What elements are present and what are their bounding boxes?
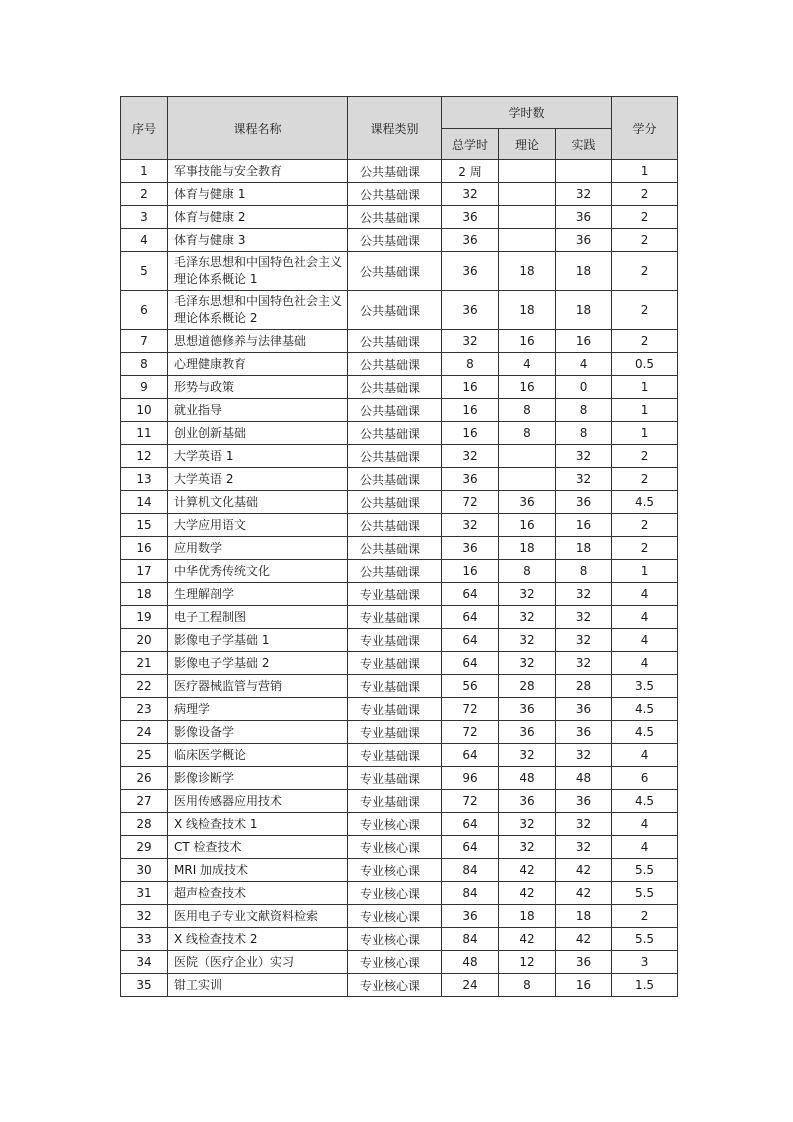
table-row bbox=[121, 813, 678, 836]
table-row bbox=[121, 767, 678, 790]
cell-total-hours: 36 bbox=[442, 206, 499, 229]
table-row bbox=[121, 583, 678, 606]
cell-theory-hours bbox=[499, 468, 556, 491]
cell-theory-hours: 32 bbox=[499, 629, 556, 652]
cell-course-name: 创业创新基础 bbox=[168, 422, 348, 445]
cell-course-name: 钳工实训 bbox=[168, 974, 348, 997]
cell-course-category: 公共基础课 bbox=[348, 468, 442, 491]
cell-course-category: 专业基础课 bbox=[348, 629, 442, 652]
cell-practice-hours: 18 bbox=[556, 291, 612, 330]
cell-course-name: 体育与健康 3 bbox=[168, 229, 348, 252]
cell-theory-hours: 32 bbox=[499, 606, 556, 629]
cell-practice-hours: 32 bbox=[556, 744, 612, 767]
cell-course-category: 公共基础课 bbox=[348, 399, 442, 422]
cell-course-category: 专业核心课 bbox=[348, 974, 442, 997]
cell-course-name: 生理解剖学 bbox=[168, 583, 348, 606]
cell-total-hours: 56 bbox=[442, 675, 499, 698]
cell-credits: 2 bbox=[612, 291, 678, 330]
cell-practice-hours: 18 bbox=[556, 537, 612, 560]
cell-theory-hours: 32 bbox=[499, 813, 556, 836]
table-row bbox=[121, 229, 678, 252]
cell-theory-hours: 8 bbox=[499, 974, 556, 997]
header-theory-hours: 理论 bbox=[499, 129, 556, 160]
cell-seq: 16 bbox=[121, 537, 168, 560]
cell-course-name: 影像诊断学 bbox=[168, 767, 348, 790]
cell-course-category: 专业核心课 bbox=[348, 813, 442, 836]
cell-course-category: 公共基础课 bbox=[348, 491, 442, 514]
cell-practice-hours: 42 bbox=[556, 882, 612, 905]
cell-total-hours: 32 bbox=[442, 330, 499, 353]
table-row bbox=[121, 252, 678, 291]
cell-course-category: 专业核心课 bbox=[348, 882, 442, 905]
cell-theory-hours: 36 bbox=[499, 790, 556, 813]
header-seq: 序号 bbox=[121, 97, 168, 160]
cell-course-category: 专业核心课 bbox=[348, 951, 442, 974]
table-row bbox=[121, 629, 678, 652]
cell-seq: 14 bbox=[121, 491, 168, 514]
table-row bbox=[121, 376, 678, 399]
table-row bbox=[121, 905, 678, 928]
cell-theory-hours: 18 bbox=[499, 252, 556, 291]
table-row bbox=[121, 422, 678, 445]
table-row bbox=[121, 468, 678, 491]
cell-seq: 6 bbox=[121, 291, 168, 330]
cell-seq: 1 bbox=[121, 160, 168, 183]
cell-seq: 10 bbox=[121, 399, 168, 422]
cell-credits: 4 bbox=[612, 583, 678, 606]
table-row bbox=[121, 560, 678, 583]
table-row bbox=[121, 445, 678, 468]
cell-credits: 2 bbox=[612, 537, 678, 560]
cell-course-name: 大学英语 2 bbox=[168, 468, 348, 491]
cell-credits: 2 bbox=[612, 905, 678, 928]
cell-seq: 33 bbox=[121, 928, 168, 951]
cell-credits: 2 bbox=[612, 468, 678, 491]
cell-seq: 24 bbox=[121, 721, 168, 744]
cell-course-name: 体育与健康 1 bbox=[168, 183, 348, 206]
table-row bbox=[121, 974, 678, 997]
cell-course-category: 专业基础课 bbox=[348, 698, 442, 721]
table-row bbox=[121, 859, 678, 882]
table-row bbox=[121, 399, 678, 422]
cell-seq: 31 bbox=[121, 882, 168, 905]
table-row bbox=[121, 291, 678, 330]
cell-course-category: 专业核心课 bbox=[348, 836, 442, 859]
cell-credits: 4.5 bbox=[612, 790, 678, 813]
cell-theory-hours bbox=[499, 183, 556, 206]
cell-theory-hours: 18 bbox=[499, 537, 556, 560]
cell-practice-hours: 42 bbox=[556, 928, 612, 951]
cell-course-category: 公共基础课 bbox=[348, 291, 442, 330]
cell-total-hours: 32 bbox=[442, 183, 499, 206]
cell-practice-hours: 28 bbox=[556, 675, 612, 698]
cell-total-hours: 36 bbox=[442, 905, 499, 928]
cell-theory-hours: 4 bbox=[499, 353, 556, 376]
cell-seq: 22 bbox=[121, 675, 168, 698]
cell-course-category: 专业基础课 bbox=[348, 675, 442, 698]
cell-practice-hours: 8 bbox=[556, 399, 612, 422]
cell-seq: 35 bbox=[121, 974, 168, 997]
cell-credits: 3.5 bbox=[612, 675, 678, 698]
cell-course-name: 毛泽东思想和中国特色社会主义理论体系概论 1 bbox=[168, 252, 348, 291]
table-row bbox=[121, 160, 678, 183]
cell-total-hours: 84 bbox=[442, 882, 499, 905]
cell-practice-hours: 0 bbox=[556, 376, 612, 399]
cell-course-name: 医疗器械监管与营销 bbox=[168, 675, 348, 698]
cell-credits: 4 bbox=[612, 629, 678, 652]
cell-seq: 15 bbox=[121, 514, 168, 537]
cell-seq: 34 bbox=[121, 951, 168, 974]
header-hours: 学时数 bbox=[442, 97, 612, 129]
cell-course-name: 影像电子学基础 1 bbox=[168, 629, 348, 652]
table-row bbox=[121, 675, 678, 698]
table-row bbox=[121, 330, 678, 353]
cell-seq: 11 bbox=[121, 422, 168, 445]
cell-total-hours: 84 bbox=[442, 859, 499, 882]
cell-theory-hours: 16 bbox=[499, 514, 556, 537]
cell-credits: 2 bbox=[612, 252, 678, 291]
table-row bbox=[121, 353, 678, 376]
cell-practice-hours: 32 bbox=[556, 445, 612, 468]
cell-practice-hours bbox=[556, 160, 612, 183]
table-row bbox=[121, 721, 678, 744]
cell-total-hours: 64 bbox=[442, 813, 499, 836]
cell-total-hours: 72 bbox=[442, 698, 499, 721]
cell-theory-hours: 32 bbox=[499, 583, 556, 606]
cell-credits: 4.5 bbox=[612, 491, 678, 514]
cell-seq: 12 bbox=[121, 445, 168, 468]
cell-practice-hours: 32 bbox=[556, 606, 612, 629]
cell-course-name: 影像设备学 bbox=[168, 721, 348, 744]
cell-seq: 8 bbox=[121, 353, 168, 376]
cell-theory-hours: 18 bbox=[499, 291, 556, 330]
cell-practice-hours: 36 bbox=[556, 790, 612, 813]
cell-course-name: X 线检查技术 1 bbox=[168, 813, 348, 836]
cell-seq: 21 bbox=[121, 652, 168, 675]
cell-course-name: 毛泽东思想和中国特色社会主义理论体系概论 2 bbox=[168, 291, 348, 330]
cell-total-hours: 64 bbox=[442, 583, 499, 606]
cell-seq: 28 bbox=[121, 813, 168, 836]
cell-credits: 2 bbox=[612, 445, 678, 468]
cell-seq: 20 bbox=[121, 629, 168, 652]
cell-practice-hours: 16 bbox=[556, 514, 612, 537]
header-credits: 学分 bbox=[612, 97, 678, 160]
cell-theory-hours: 42 bbox=[499, 928, 556, 951]
cell-theory-hours: 28 bbox=[499, 675, 556, 698]
cell-credits: 1 bbox=[612, 399, 678, 422]
cell-course-name: 医院（医疗企业）实习 bbox=[168, 951, 348, 974]
cell-theory-hours bbox=[499, 206, 556, 229]
cell-credits: 5.5 bbox=[612, 859, 678, 882]
cell-total-hours: 16 bbox=[442, 560, 499, 583]
cell-course-name: 体育与健康 2 bbox=[168, 206, 348, 229]
table-row bbox=[121, 652, 678, 675]
cell-total-hours: 64 bbox=[442, 629, 499, 652]
cell-credits: 2 bbox=[612, 206, 678, 229]
cell-course-category: 公共基础课 bbox=[348, 560, 442, 583]
cell-theory-hours bbox=[499, 229, 556, 252]
cell-seq: 25 bbox=[121, 744, 168, 767]
cell-total-hours: 36 bbox=[442, 229, 499, 252]
cell-credits: 4 bbox=[612, 744, 678, 767]
cell-total-hours: 72 bbox=[442, 491, 499, 514]
cell-practice-hours: 32 bbox=[556, 183, 612, 206]
cell-practice-hours: 32 bbox=[556, 468, 612, 491]
cell-course-name: 大学英语 1 bbox=[168, 445, 348, 468]
cell-course-category: 公共基础课 bbox=[348, 183, 442, 206]
cell-credits: 5.5 bbox=[612, 882, 678, 905]
cell-credits: 4 bbox=[612, 606, 678, 629]
cell-theory-hours: 8 bbox=[499, 422, 556, 445]
cell-seq: 4 bbox=[121, 229, 168, 252]
cell-practice-hours: 32 bbox=[556, 836, 612, 859]
cell-practice-hours: 16 bbox=[556, 330, 612, 353]
cell-course-category: 公共基础课 bbox=[348, 229, 442, 252]
cell-credits: 1.5 bbox=[612, 974, 678, 997]
cell-course-name: 形势与政策 bbox=[168, 376, 348, 399]
table-row bbox=[121, 491, 678, 514]
header-total-hours: 总学时 bbox=[442, 129, 499, 160]
cell-total-hours: 24 bbox=[442, 974, 499, 997]
cell-course-name: 医用电子专业文献资料检索 bbox=[168, 905, 348, 928]
cell-seq: 9 bbox=[121, 376, 168, 399]
cell-course-category: 专业基础课 bbox=[348, 744, 442, 767]
table-row bbox=[121, 836, 678, 859]
cell-seq: 5 bbox=[121, 252, 168, 291]
cell-course-category: 专业基础课 bbox=[348, 583, 442, 606]
cell-seq: 26 bbox=[121, 767, 168, 790]
cell-credits: 4.5 bbox=[612, 721, 678, 744]
cell-course-name: 大学应用语文 bbox=[168, 514, 348, 537]
cell-total-hours: 72 bbox=[442, 721, 499, 744]
cell-course-name: MRI 加成技术 bbox=[168, 859, 348, 882]
cell-course-category: 公共基础课 bbox=[348, 330, 442, 353]
cell-theory-hours: 42 bbox=[499, 859, 556, 882]
cell-course-category: 公共基础课 bbox=[348, 376, 442, 399]
cell-theory-hours: 36 bbox=[499, 721, 556, 744]
cell-practice-hours: 32 bbox=[556, 583, 612, 606]
cell-total-hours: 64 bbox=[442, 836, 499, 859]
cell-total-hours: 36 bbox=[442, 537, 499, 560]
cell-practice-hours: 8 bbox=[556, 422, 612, 445]
table-header bbox=[121, 97, 678, 160]
cell-credits: 4.5 bbox=[612, 698, 678, 721]
course-hours-table bbox=[120, 96, 678, 997]
cell-seq: 2 bbox=[121, 183, 168, 206]
cell-theory-hours bbox=[499, 160, 556, 183]
cell-theory-hours: 16 bbox=[499, 376, 556, 399]
cell-course-name: X 线检查技术 2 bbox=[168, 928, 348, 951]
cell-theory-hours: 42 bbox=[499, 882, 556, 905]
cell-course-name: 心理健康教育 bbox=[168, 353, 348, 376]
cell-credits: 1 bbox=[612, 376, 678, 399]
table-row bbox=[121, 744, 678, 767]
cell-theory-hours: 16 bbox=[499, 330, 556, 353]
cell-course-category: 专业核心课 bbox=[348, 905, 442, 928]
cell-total-hours: 64 bbox=[442, 744, 499, 767]
cell-credits: 6 bbox=[612, 767, 678, 790]
cell-total-hours: 72 bbox=[442, 790, 499, 813]
cell-practice-hours: 48 bbox=[556, 767, 612, 790]
cell-course-category: 公共基础课 bbox=[348, 353, 442, 376]
cell-credits: 4 bbox=[612, 836, 678, 859]
cell-course-category: 专业核心课 bbox=[348, 928, 442, 951]
cell-total-hours: 48 bbox=[442, 951, 499, 974]
header-course-category: 课程类别 bbox=[348, 97, 442, 160]
cell-course-category: 专业基础课 bbox=[348, 790, 442, 813]
cell-credits: 0.5 bbox=[612, 353, 678, 376]
table-row bbox=[121, 951, 678, 974]
header-practice-hours: 实践 bbox=[556, 129, 612, 160]
cell-total-hours: 36 bbox=[442, 291, 499, 330]
cell-course-category: 专业基础课 bbox=[348, 652, 442, 675]
cell-seq: 13 bbox=[121, 468, 168, 491]
cell-theory-hours: 32 bbox=[499, 652, 556, 675]
cell-theory-hours: 8 bbox=[499, 560, 556, 583]
cell-credits: 1 bbox=[612, 160, 678, 183]
cell-total-hours: 36 bbox=[442, 468, 499, 491]
cell-course-name: 思想道德修养与法律基础 bbox=[168, 330, 348, 353]
cell-credits: 1 bbox=[612, 560, 678, 583]
cell-total-hours: 32 bbox=[442, 445, 499, 468]
cell-total-hours: 16 bbox=[442, 376, 499, 399]
cell-theory-hours: 32 bbox=[499, 744, 556, 767]
cell-theory-hours: 18 bbox=[499, 905, 556, 928]
cell-course-category: 公共基础课 bbox=[348, 252, 442, 291]
table-row bbox=[121, 206, 678, 229]
header-course-name: 课程名称 bbox=[168, 97, 348, 160]
cell-credits: 2 bbox=[612, 229, 678, 252]
cell-practice-hours: 36 bbox=[556, 206, 612, 229]
cell-course-name: 电子工程制图 bbox=[168, 606, 348, 629]
cell-theory-hours: 48 bbox=[499, 767, 556, 790]
table-row bbox=[121, 606, 678, 629]
cell-course-category: 公共基础课 bbox=[348, 160, 442, 183]
cell-course-name: CT 检查技术 bbox=[168, 836, 348, 859]
cell-practice-hours: 4 bbox=[556, 353, 612, 376]
cell-credits: 2 bbox=[612, 183, 678, 206]
cell-course-category: 专业基础课 bbox=[348, 606, 442, 629]
cell-credits: 4 bbox=[612, 652, 678, 675]
cell-course-name: 影像电子学基础 2 bbox=[168, 652, 348, 675]
cell-total-hours: 8 bbox=[442, 353, 499, 376]
cell-credits: 1 bbox=[612, 422, 678, 445]
cell-course-name: 就业指导 bbox=[168, 399, 348, 422]
cell-total-hours: 96 bbox=[442, 767, 499, 790]
cell-credits: 4 bbox=[612, 813, 678, 836]
table-row bbox=[121, 882, 678, 905]
cell-total-hours: 84 bbox=[442, 928, 499, 951]
cell-credits: 2 bbox=[612, 330, 678, 353]
cell-seq: 23 bbox=[121, 698, 168, 721]
cell-practice-hours: 42 bbox=[556, 859, 612, 882]
cell-practice-hours: 18 bbox=[556, 905, 612, 928]
cell-course-name: 医用传感器应用技术 bbox=[168, 790, 348, 813]
cell-practice-hours: 32 bbox=[556, 652, 612, 675]
cell-practice-hours: 36 bbox=[556, 698, 612, 721]
cell-course-name: 超声检查技术 bbox=[168, 882, 348, 905]
table-body bbox=[121, 160, 678, 997]
cell-total-hours: 2 周 bbox=[442, 160, 499, 183]
cell-credits: 3 bbox=[612, 951, 678, 974]
cell-course-category: 专业基础课 bbox=[348, 767, 442, 790]
cell-theory-hours: 36 bbox=[499, 491, 556, 514]
cell-total-hours: 16 bbox=[442, 399, 499, 422]
table-row bbox=[121, 183, 678, 206]
cell-practice-hours: 32 bbox=[556, 629, 612, 652]
table-row bbox=[121, 790, 678, 813]
cell-practice-hours: 18 bbox=[556, 252, 612, 291]
cell-credits: 5.5 bbox=[612, 928, 678, 951]
cell-practice-hours: 36 bbox=[556, 951, 612, 974]
cell-total-hours: 32 bbox=[442, 514, 499, 537]
cell-seq: 17 bbox=[121, 560, 168, 583]
cell-total-hours: 36 bbox=[442, 252, 499, 291]
cell-seq: 7 bbox=[121, 330, 168, 353]
cell-practice-hours: 32 bbox=[556, 813, 612, 836]
table-row bbox=[121, 698, 678, 721]
cell-practice-hours: 16 bbox=[556, 974, 612, 997]
cell-seq: 32 bbox=[121, 905, 168, 928]
cell-course-name: 军事技能与安全教育 bbox=[168, 160, 348, 183]
table-row bbox=[121, 514, 678, 537]
cell-course-name: 病理学 bbox=[168, 698, 348, 721]
table-row bbox=[121, 928, 678, 951]
cell-theory-hours: 8 bbox=[499, 399, 556, 422]
cell-course-category: 公共基础课 bbox=[348, 206, 442, 229]
cell-seq: 29 bbox=[121, 836, 168, 859]
cell-seq: 27 bbox=[121, 790, 168, 813]
cell-theory-hours: 36 bbox=[499, 698, 556, 721]
cell-practice-hours: 36 bbox=[556, 721, 612, 744]
cell-course-name: 临床医学概论 bbox=[168, 744, 348, 767]
cell-seq: 30 bbox=[121, 859, 168, 882]
cell-course-category: 公共基础课 bbox=[348, 514, 442, 537]
cell-practice-hours: 8 bbox=[556, 560, 612, 583]
cell-practice-hours: 36 bbox=[556, 491, 612, 514]
cell-course-category: 公共基础课 bbox=[348, 422, 442, 445]
cell-course-category: 专业核心课 bbox=[348, 859, 442, 882]
cell-course-name: 中华优秀传统文化 bbox=[168, 560, 348, 583]
cell-course-name: 应用数学 bbox=[168, 537, 348, 560]
cell-seq: 18 bbox=[121, 583, 168, 606]
cell-course-name: 计算机文化基础 bbox=[168, 491, 348, 514]
table-row bbox=[121, 537, 678, 560]
cell-total-hours: 64 bbox=[442, 652, 499, 675]
cell-practice-hours: 36 bbox=[556, 229, 612, 252]
cell-course-category: 公共基础课 bbox=[348, 537, 442, 560]
cell-theory-hours bbox=[499, 445, 556, 468]
cell-theory-hours: 32 bbox=[499, 836, 556, 859]
cell-seq: 19 bbox=[121, 606, 168, 629]
cell-course-category: 专业基础课 bbox=[348, 721, 442, 744]
cell-seq: 3 bbox=[121, 206, 168, 229]
cell-total-hours: 16 bbox=[442, 422, 499, 445]
cell-total-hours: 64 bbox=[442, 606, 499, 629]
cell-credits: 2 bbox=[612, 514, 678, 537]
cell-course-category: 公共基础课 bbox=[348, 445, 442, 468]
cell-theory-hours: 12 bbox=[499, 951, 556, 974]
